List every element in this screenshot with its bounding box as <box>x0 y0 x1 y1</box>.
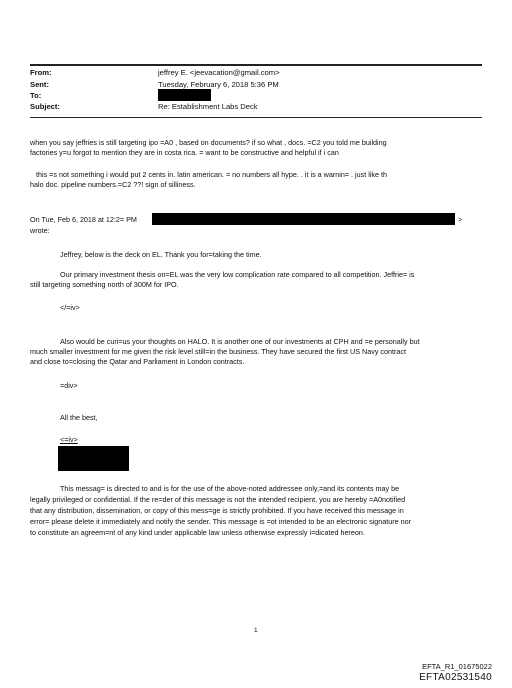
sent-label: Sent: <box>30 80 49 89</box>
disclaimer-line-3: that any distribution, dissemination, or copy of this mess=ge is strictly prohibited. If you have received this message in <box>30 506 404 515</box>
quote-paragraph-2-line-2: still targeting something north of 300M for IPO. <box>30 280 179 289</box>
header-from-row <box>30 67 482 79</box>
header-top-rule <box>30 64 482 66</box>
from-value: jeffrey E. <jeevacation@gmail.com> <box>158 68 280 77</box>
disclaimer-line-2: legally privileged or confidential. If the re=der of this message is not the intended recipient, you are hereby =A0notified <box>30 495 406 504</box>
quote-tag-3: <=iv> <box>60 435 78 444</box>
bates-number-1: EFTA_R1_01675022 <box>422 662 492 671</box>
quote-sender-redaction <box>152 213 455 225</box>
to-label: To: <box>30 91 42 100</box>
quote-tag-1: </=iv> <box>60 303 80 312</box>
signature-redaction <box>58 446 129 471</box>
reply-line-1: when you say jeffries is still targeting ipo =A0 , based on documents? if so what , docs. =C2 you told me building <box>30 138 387 147</box>
subject-value: Re: Establishment Labs Deck <box>158 102 258 111</box>
quote-tag-2: =div> <box>60 381 78 390</box>
disclaimer-line-4: error= please delete it immediately and notify the sender. This message is =ot intended to be an electronic signature nor <box>30 517 412 526</box>
disclaimer-line-5: to constitute an agreem=nt of any kind under applicable law unless otherwise expressly i=dicated hereon. <box>30 528 365 537</box>
disclaimer-line-1: This messag= is directed to and is for the use of the above-noted addressee only,=and its contents may be <box>60 484 400 493</box>
quote-paragraph-1: Jeffrey, below is the deck on EL. Thank you for=taking the time. <box>60 250 262 259</box>
reply-line-4: halo doc. pipeline numbers.=C2 ??! sign of silliness. <box>30 180 196 189</box>
reply-line-3: this =s not something i would put 2 cents in. latin american. = no numbers all hype. . it is a warnin= . just like th <box>36 170 387 179</box>
quote-angle: > <box>458 215 463 224</box>
subject-label: Subject: <box>30 102 60 111</box>
quote-paragraph-2-line-1: Our primary investment thesis on=EL was the very low complication rate compared to all competition. Jeffrie= is <box>60 270 415 279</box>
from-label: From: <box>30 68 52 77</box>
quote-paragraph-3-line-1: Also would be curi=us your thoughts on HALO. It is another one of our investments at CPH and =e personally but <box>60 337 420 346</box>
to-redaction <box>158 89 211 101</box>
quote-paragraph-3-line-3: and close to=closing the Qatar and Parliament in London contracts. <box>30 357 245 366</box>
header-subject-row <box>30 101 482 113</box>
quote-on-line: On Tue, Feb 6, 2018 at 12:2= PM <box>30 215 137 224</box>
reply-line-2: factories y=u forgot to mention they are in costa rica. = want to be constructive and helpful if i can <box>30 148 339 157</box>
page-number: 1 <box>254 627 258 634</box>
quote-wrote: wrote: <box>30 226 50 235</box>
header-bottom-rule <box>30 117 482 118</box>
quote-paragraph-3-line-2: much smaller investment for me given the risk level still=in the business. They have secured the first US Navy contract <box>30 347 406 356</box>
bates-number-2: EFTA02531540 <box>419 672 492 683</box>
quote-signoff: All the best, <box>60 413 98 422</box>
sent-value: Tuesday, February 6, 2018 5:36 PM <box>158 80 279 89</box>
